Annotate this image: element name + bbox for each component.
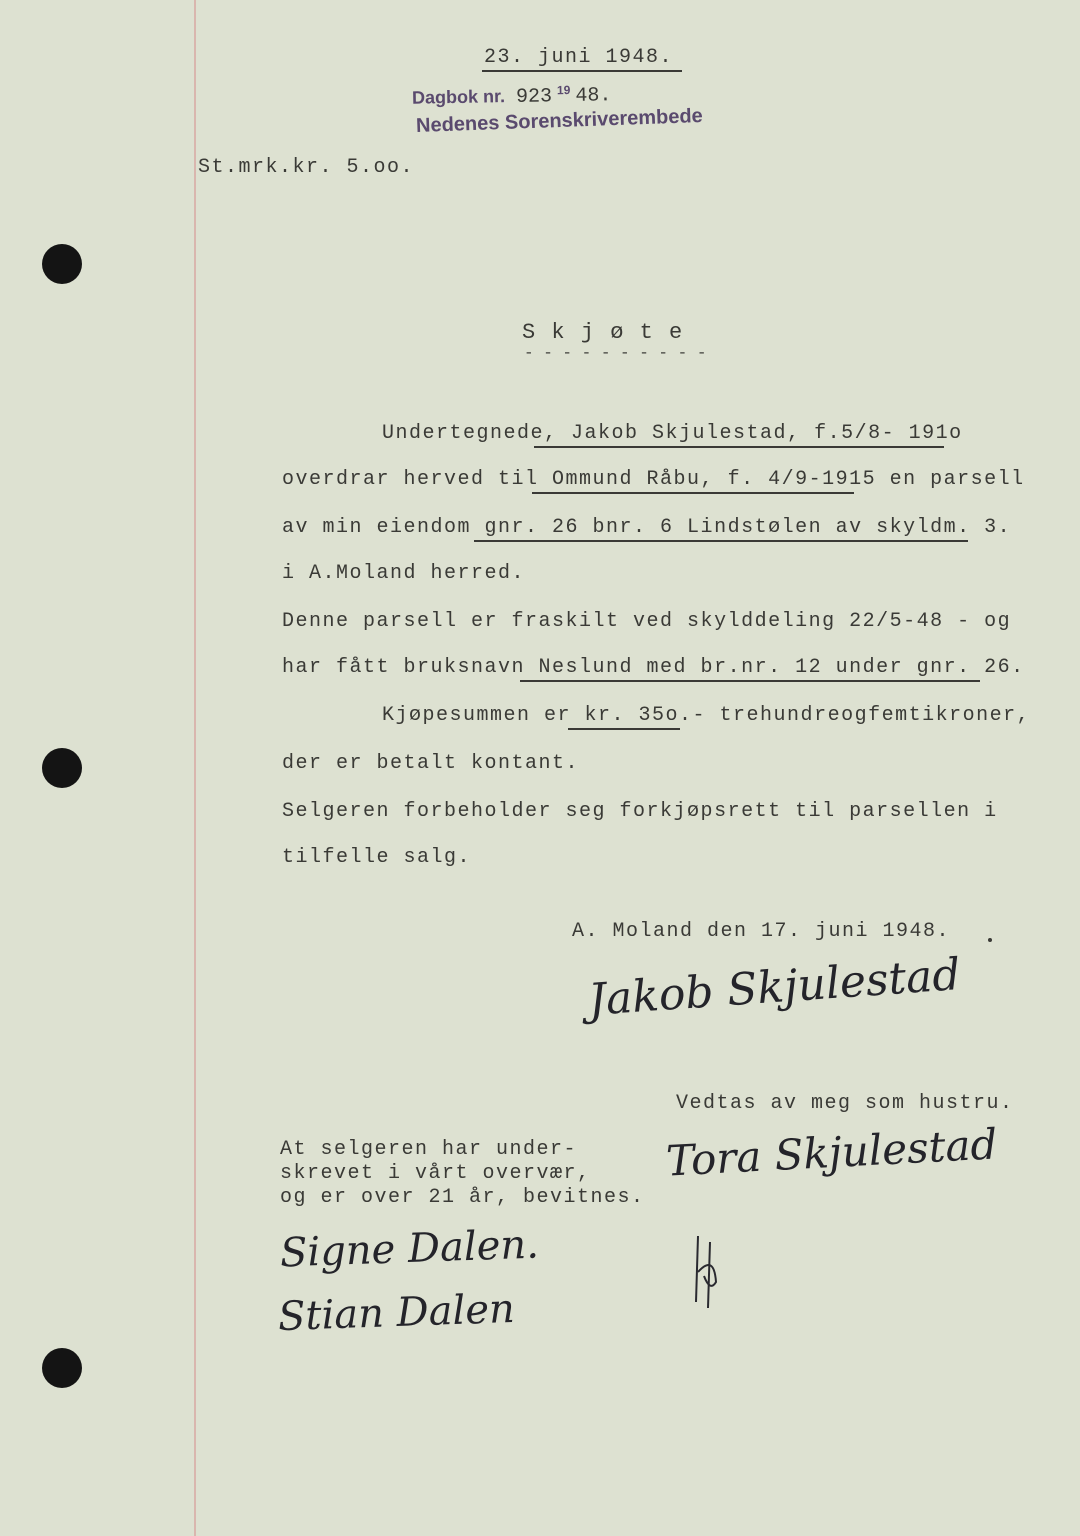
body-line: tilfelle salg. [282, 846, 472, 869]
stamp-year-suffix: 48. [575, 84, 612, 108]
registry-stamp-line1 [412, 82, 612, 110]
margin-rule [194, 0, 196, 1536]
body-line: Selgeren forbeholder seg forkjøpsrett til parsellen i [282, 800, 998, 823]
body-line: i A.Moland herred. [282, 562, 526, 585]
underline [520, 680, 980, 682]
initials-mark [680, 1232, 730, 1312]
punch-hole [42, 748, 82, 788]
body-line: Undertegnede, Jakob Skjulestad, f.5/8- 191o [382, 422, 963, 445]
stamp-office: Nedenes Sorenskriverembede [415, 105, 704, 137]
body-line: Denne parsell er fraskilt ved skylddeling 22/5-48 - og [282, 610, 1012, 633]
header-date-underline [482, 70, 682, 72]
witness-line: og er over 21 år, bevitnes. [280, 1186, 645, 1209]
body-line: Kjøpesummen er kr. 35o.- trehundreogfemtikroner, [382, 704, 1031, 727]
underline [534, 446, 944, 448]
underline [474, 540, 968, 542]
underline [568, 728, 680, 730]
place-date: A. Moland den 17. juni 1948. [572, 920, 951, 943]
underline [532, 492, 854, 494]
title-rule: - - - - - - - - - - [524, 344, 707, 362]
signature-witness-2: Stian Dalen [277, 1285, 516, 1341]
stray-dot [988, 938, 992, 942]
punch-hole [42, 244, 82, 284]
signature-witness-1: Signe Dalen. [279, 1221, 540, 1277]
signature-spouse: Tora Skjulestad [664, 1119, 999, 1186]
stamp-year-prefix: 19 [556, 82, 571, 98]
body-line: overdrar herved til Ommund Råbu, f. 4/9-1915 en parsell [282, 468, 1025, 491]
body-line: har fått bruksnavn Neslund med br.nr. 12 under gnr. 26. [282, 656, 1025, 679]
stamp-duty: St.mrk.kr. 5.oo. [198, 156, 415, 179]
header-date: 23. juni 1948. [484, 46, 674, 69]
document-title: S k j ø t e [522, 320, 684, 345]
body-line: der er betalt kontant. [282, 752, 580, 775]
stamp-dagbok-label: Dagbok nr. [411, 86, 506, 108]
body-line: av min eiendom gnr. 26 bnr. 6 Lindstølen av skyldm. 3. [282, 516, 1012, 539]
witness-line: At selgeren har under- [280, 1138, 578, 1161]
spouse-consent: Vedtas av meg som hustru. [676, 1092, 1014, 1115]
stamp-number: 923 [515, 85, 553, 109]
witness-line: skrevet i vårt overvær, [280, 1162, 591, 1185]
punch-hole [42, 1348, 82, 1388]
signature-seller: Jakob Skjulestad [586, 949, 963, 1026]
